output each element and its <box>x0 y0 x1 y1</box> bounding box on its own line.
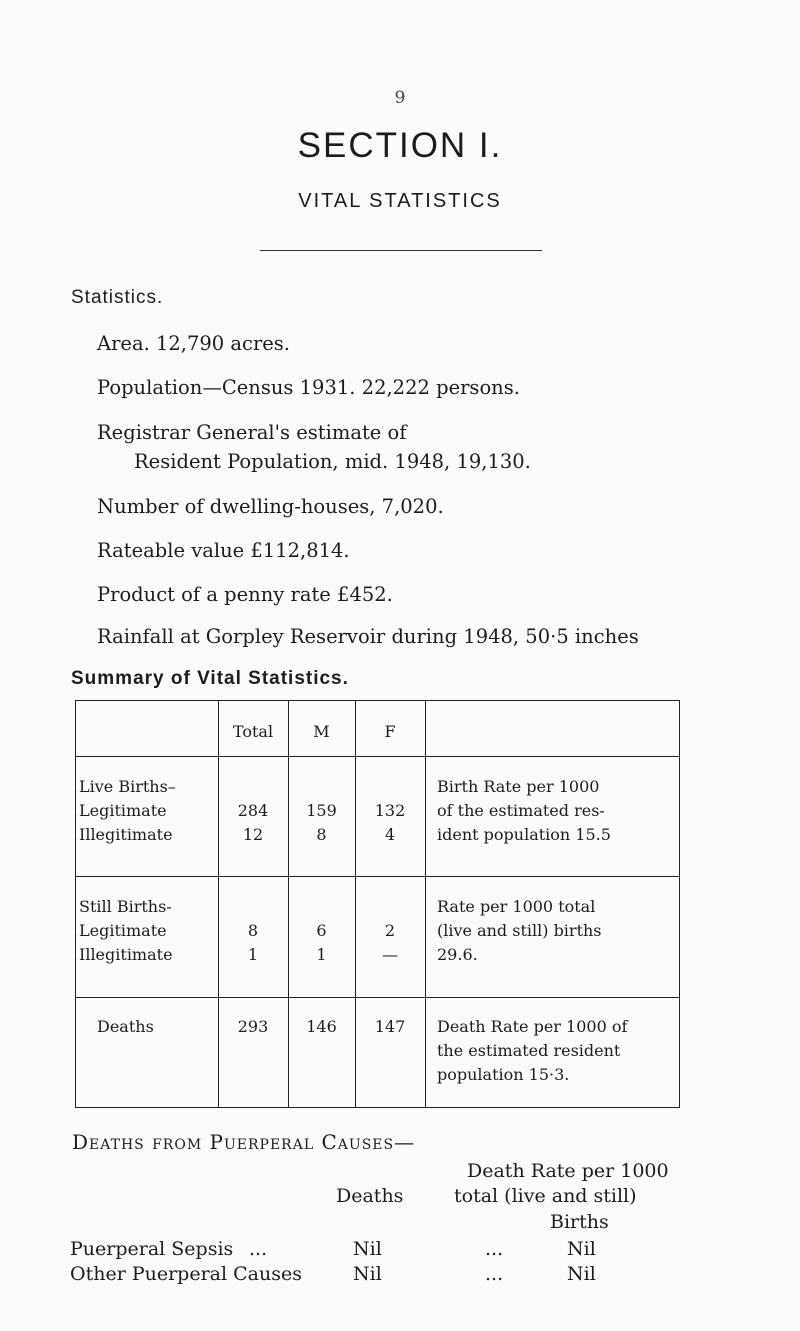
puerperal-sepsis-label: Puerperal Sepsis <box>70 1238 234 1260</box>
other-puerperal-dots: ... <box>485 1263 504 1285</box>
registrar-line-cont: Resident Population, mid. 1948, 19,130. <box>134 450 531 473</box>
deaths-total: 293 <box>237 1017 269 1036</box>
live-legit-total: 284 <box>237 801 269 820</box>
summary-title: Summary of Vital Statistics. <box>71 668 349 689</box>
other-puerperal-deaths: Nil <box>353 1263 382 1285</box>
birth-rate-text-3: ident population 15.5 <box>437 825 611 844</box>
birth-rate-text-1: Birth Rate per 1000 <box>437 777 600 796</box>
live-illegit-m: 8 <box>316 825 327 844</box>
live-illegit-f: 4 <box>384 825 396 844</box>
puerperal-sepsis-rate: Nil <box>567 1238 596 1260</box>
still-rate-text-2: (live and still) births <box>437 921 602 940</box>
still-rate-text-3: 29.6. <box>437 945 478 964</box>
death-rate-text-1: Death Rate per 1000 of <box>437 1017 628 1036</box>
puerperal-sepsis-dots2: ... <box>485 1238 504 1260</box>
rainfall-line: Rainfall at Gorpley Reservoir during 1948, 50·5 inches <box>97 625 639 648</box>
live-legit-label: Legitimate <box>79 801 167 820</box>
still-births-label: Still Births- <box>79 897 172 916</box>
other-puerperal-label: Other Puerperal Causes <box>70 1263 302 1285</box>
death-rate-text-2: the estimated resident <box>437 1041 621 1060</box>
puerperal-rate-header-2: total (live and still) <box>454 1185 637 1207</box>
death-rate-text-3: population 15·3. <box>437 1065 570 1084</box>
population-line: Population—Census 1931. 22,222 persons. <box>97 376 520 399</box>
deaths-label: Deaths <box>97 1017 154 1036</box>
header-total: Total <box>232 722 274 741</box>
dwellings-line: Number of dwelling-houses, 7,020. <box>97 495 444 518</box>
other-puerperal-rate: Nil <box>567 1263 596 1285</box>
puerperal-sepsis-deaths: Nil <box>353 1238 382 1260</box>
deaths-m: 146 <box>306 1017 337 1036</box>
still-legit-m: 6 <box>316 921 327 940</box>
puerperal-heading: Deaths from Puerperal Causes— <box>72 1130 416 1154</box>
still-illegit-total: 1 <box>247 945 259 964</box>
still-illegit-label: Illegitimate <box>79 945 173 964</box>
still-illegit-f: — <box>382 945 398 964</box>
rateable-line: Rateable value £112,814. <box>97 539 350 562</box>
still-legit-total: 8 <box>247 921 259 940</box>
still-legit-label: Legitimate <box>79 921 167 940</box>
header-f: F <box>384 722 396 741</box>
live-illegit-total: 12 <box>242 825 264 844</box>
section-subheading: VITAL STATISTICS <box>298 190 502 212</box>
puerperal-rate-header-1: Death Rate per 1000 <box>467 1160 669 1182</box>
section-heading: SECTION I. <box>297 126 503 165</box>
live-births-label: Live Births– <box>79 777 176 796</box>
header-m: M <box>313 722 330 741</box>
penny-rate-line: Product of a penny rate £452. <box>97 583 393 606</box>
still-illegit-m: 1 <box>316 945 327 964</box>
statistics-title: Statistics. <box>71 287 164 308</box>
deaths-f: 147 <box>374 1017 406 1036</box>
puerperal-rate-header-3: Births <box>550 1211 609 1233</box>
puerperal-sepsis-dots: ... <box>249 1238 268 1260</box>
live-illegit-label: Illegitimate <box>79 825 173 844</box>
birth-rate-text-2: of the estimated res- <box>437 801 605 820</box>
live-legit-m: 159 <box>306 801 337 820</box>
live-legit-f: 132 <box>374 801 406 820</box>
area-line: Area. 12,790 acres. <box>97 332 291 355</box>
still-legit-f: 2 <box>384 921 396 940</box>
page-number: 9 <box>394 88 406 108</box>
still-rate-text-1: Rate per 1000 total <box>437 897 596 916</box>
registrar-line: Registrar General's estimate of <box>97 421 407 444</box>
divider <box>260 250 542 251</box>
puerperal-deaths-header: Deaths <box>336 1185 404 1207</box>
